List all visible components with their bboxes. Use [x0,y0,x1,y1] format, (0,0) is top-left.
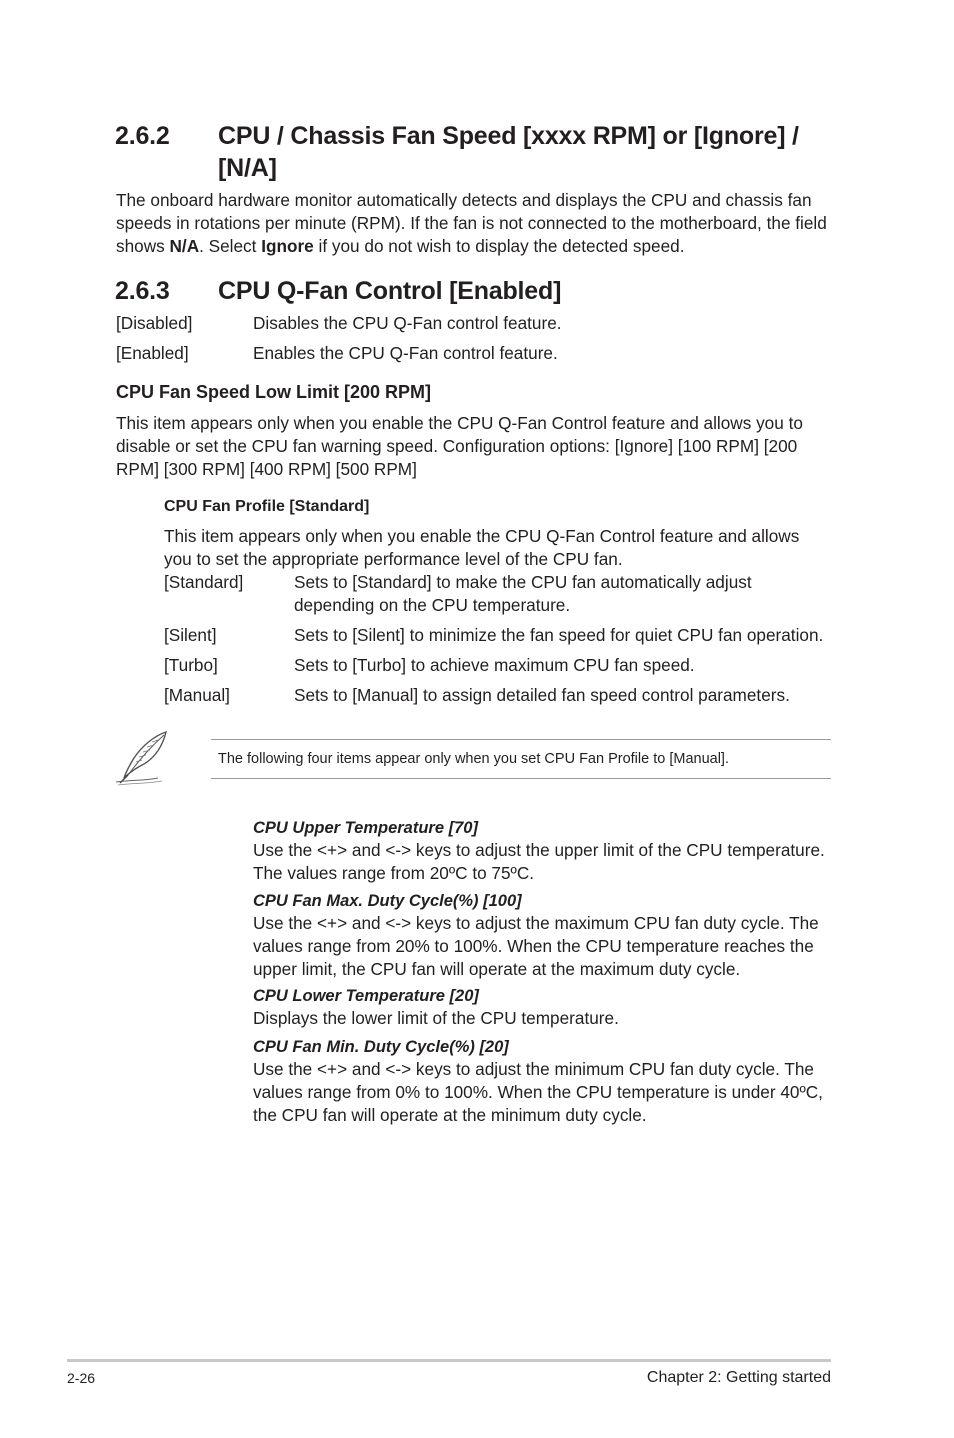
note-text: The following four items appear only when you set CPU Fan Profile to [Manual]. [218,751,729,767]
footer-rule [67,1359,831,1362]
quill-pen-icon [114,728,174,786]
fan-profile-title: CPU Fan Profile [Standard] [164,498,370,515]
manual-item-upper-temp [253,817,825,885]
manual-item-line: Use the <+> and <-> keys to adjust the maximum CPU fan duty cycle. The [253,913,819,933]
paragraph-line: disable or set the CPU fan warning speed. Configuration options: [Ignore] [100 RPM] [200 [116,436,798,456]
manual-item-title: CPU Upper Temperature [70] [253,819,478,837]
manual-item-min-duty [253,1036,823,1127]
paragraph-line: you to set the appropriate performance level of the CPU fan. [164,549,623,569]
manual-item-max-duty [253,890,819,981]
paragraph-2-6-2 [116,189,827,258]
manual-item-title: CPU Fan Max. Duty Cycle(%) [100] [253,892,522,910]
ignore-term: Ignore [261,236,314,256]
na-term: N/A [169,236,200,256]
option-key-enabled: [Enabled] [116,343,189,363]
fan-profile-paragraph [164,525,799,571]
profile-desc-turbo: Sets to [Turbo] to achieve maximum CPU fan speed. [294,655,695,675]
note-top-rule [211,739,831,740]
profile-key-turbo: [Turbo] [164,655,218,675]
profile-desc-standard: Sets to [Standard] to make the CPU fan automatically adjust depending on the CPU temperature. [294,572,752,615]
paragraph-line: shows N/A. Select Ignore if you do not wish to display the detected speed. [116,236,685,256]
profile-key-standard: [Standard] [164,572,244,592]
profile-key-silent: [Silent] [164,625,217,645]
manual-item-line: values range from 20% to 100%. When the CPU temperature reaches the [253,936,814,956]
option-key-disabled: [Disabled] [116,313,193,333]
option-desc-disabled: Disables the CPU Q-Fan control feature. [253,313,562,333]
manual-item-line: upper limit, the CPU fan will operate at the maximum duty cycle. [253,959,741,979]
option-desc-enabled: Enables the CPU Q-Fan control feature. [253,343,558,363]
low-limit-paragraph [116,412,803,481]
manual-item-line: the CPU fan will operate at the minimum duty cycle. [253,1105,647,1125]
manual-item-title: CPU Fan Min. Duty Cycle(%) [20] [253,1038,509,1056]
manual-item-line: The values range from 20ºC to 75ºC. [253,863,535,883]
section-title-2-6-3: CPU Q-Fan Control [Enabled] [218,277,562,305]
paragraph-line: RPM] [300 RPM] [400 RPM] [500 RPM] [116,459,417,479]
section-title-2-6-2: CPU / Chassis Fan Speed [xxxx RPM] or [Ignore] / [218,122,799,150]
note-bottom-rule [211,778,831,779]
profile-desc-silent: Sets to [Silent] to minimize the fan speed for quiet CPU fan operation. [294,625,824,645]
paragraph-line: This item appears only when you enable the CPU Q-Fan Control feature and allows you to [116,413,803,433]
paragraph-line: The onboard hardware monitor automatically detects and displays the CPU and chassis fan [116,190,812,210]
manual-item-line: Use the <+> and <-> keys to adjust the upper limit of the CPU temperature. [253,840,825,860]
page-number: 2-26 [67,1370,96,1386]
manual-item-lower-temp [253,985,619,1030]
profile-key-manual: [Manual] [164,685,230,705]
section-title-2-6-2-cont: [N/A] [218,154,277,182]
manual-item-line: values range from 0% to 100%. When the CPU temperature is under 40ºC, [253,1082,823,1102]
paragraph-line: speeds in rotations per minute (RPM). If the fan is not connected to the motherboard, the field [116,213,827,233]
chapter-label: Chapter 2: Getting started [646,1369,831,1386]
manual-item-line: Displays the lower limit of the CPU temperature. [253,1008,619,1028]
section-number-2-6-2: 2.6.2 [115,122,170,150]
manual-item-title: CPU Lower Temperature [20] [253,987,479,1005]
profile-desc-manual: Sets to [Manual] to assign detailed fan speed control parameters. [294,685,790,705]
manual-item-line: Use the <+> and <-> keys to adjust the minimum CPU fan duty cycle. The [253,1059,814,1079]
low-limit-title: CPU Fan Speed Low Limit [200 RPM] [116,382,432,402]
paragraph-line: This item appears only when you enable the CPU Q-Fan Control feature and allows [164,526,800,546]
section-number-2-6-3: 2.6.3 [115,277,170,305]
